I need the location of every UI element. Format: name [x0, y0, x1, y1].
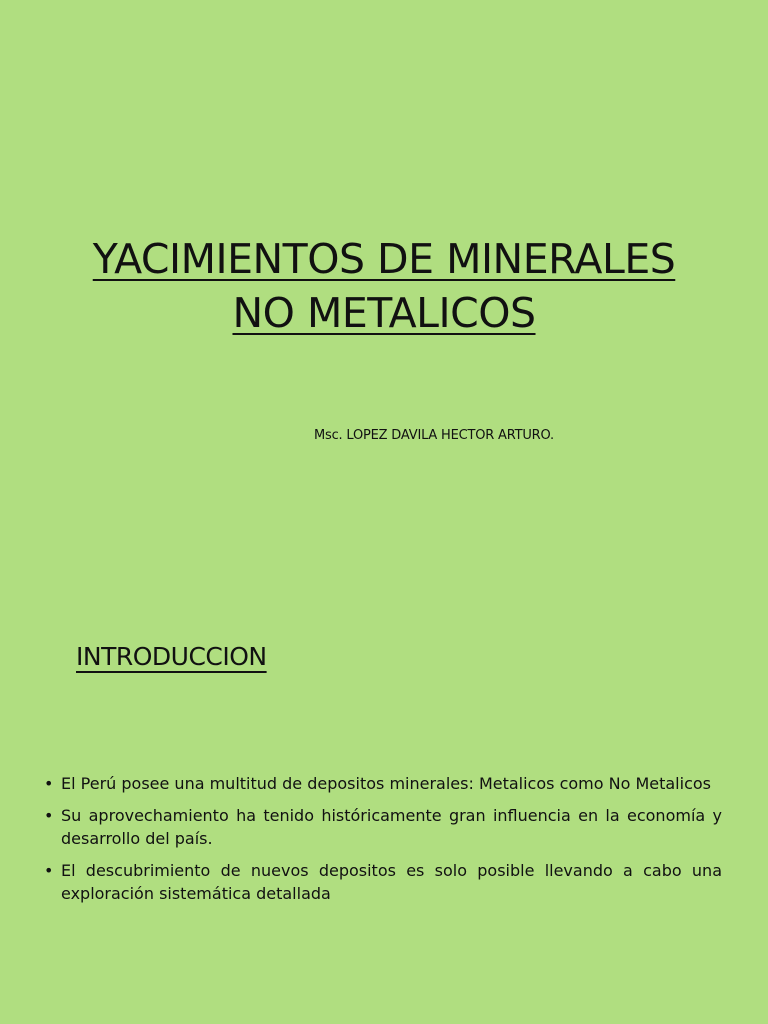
- bullet-icon: •: [44, 774, 54, 793]
- section-heading: INTRODUCCION: [76, 642, 267, 671]
- bullet-icon: •: [44, 861, 54, 880]
- slide-title: [40, 232, 728, 340]
- bullet-text: El Perú posee una multitud de depositos minerales: Metalicos como No Metalicos: [61, 774, 711, 793]
- bullet-item: [44, 804, 722, 850]
- bullet-text: El descubrimiento de nuevos depositos es solo posible llevando a cabo una exploración sistemática detallada: [61, 861, 722, 903]
- bullet-item: [44, 772, 722, 795]
- bullet-item: [44, 859, 722, 905]
- title-line-2: NO METALICOS: [232, 289, 536, 337]
- author-name: Msc. LOPEZ DAVILA HECTOR ARTURO.: [314, 428, 554, 443]
- bullet-text: Su aprovechamiento ha tenido históricamente gran influencia en la economía y desarrollo del país.: [61, 806, 722, 848]
- bullet-icon: •: [44, 806, 54, 825]
- title-line-1: YACIMIENTOS DE MINERALES: [92, 235, 676, 283]
- bullet-list: [44, 772, 722, 914]
